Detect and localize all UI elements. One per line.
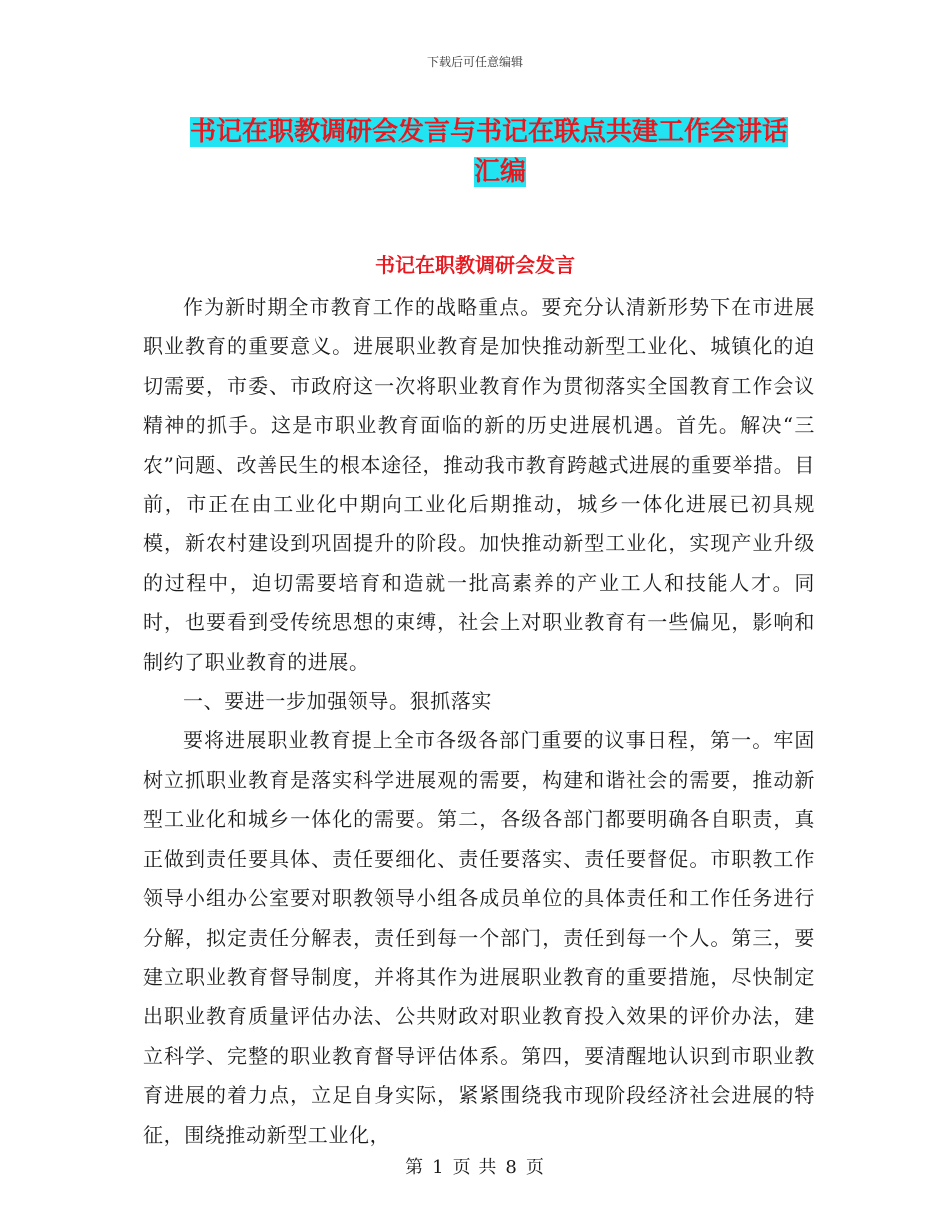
document-title: [190, 112, 810, 192]
page-footer: [0, 1153, 950, 1179]
page-prefix: 第: [405, 1157, 425, 1178]
section-heading: 书记在职教调研会发言: [375, 253, 575, 277]
paragraph: 要将进展职业教育提上全市各级各部门重要的议事日程，第一。牢固树立抓职业教育是落实科学进展观的需要，构建和谐社会的需要，推动新型工业化和城乡一体化的需要。第二，各级各部门都要明确各自职责，真正做到责任要具体、责任要细化、责任要落实、责任要督促。市职教工作领导小组办公室要对职教领导小组各成员单位的具体责任和工作任务进行分解，拟定责任分解表，责任到每一个部门，责任到每一个人。第三，要建立职业教育督导制度，并将其作为进展职业教育的重要措施，尽快制定出职业教育质量评估办法、公共财政对职业教育投入效果的评价办法，建立科学、完整的职业教育督导评估体系。第四，要清醒地认识到市职业教育进展的着力点，立足自身实际，紧紧围绕我市现阶段经济社会进展的特征，围绕推动新型工业化，: [143, 728, 815, 1147]
title-line-2: [190, 152, 810, 192]
paragraph: 作为新时期全市教育工作的战略重点。要充分认清新形势下在市进展职业教育的重要意义。进展职业教育是加快推动新型工业化、城镇化的迫切需要，市委、市政府这一次将职业教育作为贯彻落实全国教育工作会议精神的抓手。这是市职业教育面临的新的历史进展机遇。首先。解决“三农”问题、改善民生的根本途径，推动我市教育跨越式进展的重要举措。目前，市正在由工业化中期向工业化后期推动，城乡一体化进展已初具规模，新农村建设到巩固提升的阶段。加快推动新型工业化，实现产业升级的过程中，迫切需要培育和造就一批高素养的产业工人和技能人才。同时，也要看到受传统思想的束缚，社会上对职业教育有一些偏见，影响和制约了职业教育的进展。: [143, 295, 815, 674]
document-body: [143, 288, 815, 1155]
title-line-1-text: 书记在职教调研会发言与书记在联点共建工作会讲话: [190, 117, 789, 147]
page-number: 1: [432, 1157, 445, 1178]
paragraph-subheading: 一、要进一步加强领导。狠抓落实: [183, 689, 492, 714]
title-line-2-text: 汇编: [473, 157, 526, 187]
header-note: 下载后可任意编辑: [426, 55, 523, 69]
page-suffix: 页: [525, 1157, 545, 1178]
page-total: 8: [505, 1157, 518, 1178]
page-mid: 页 共: [452, 1157, 498, 1178]
title-line-1: [190, 112, 810, 152]
